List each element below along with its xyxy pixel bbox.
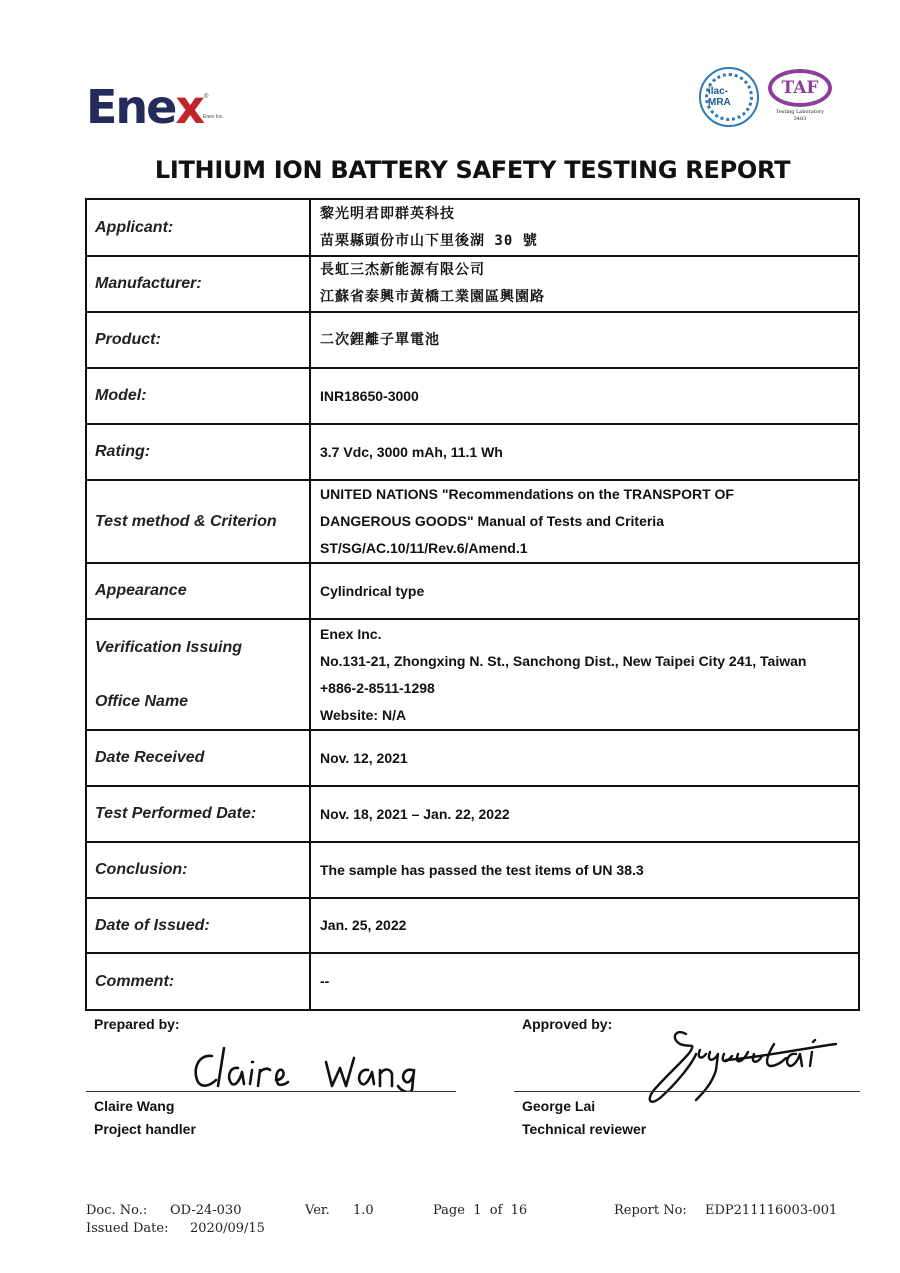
page-label: Page [433, 1203, 465, 1218]
row-date-received [86, 730, 859, 786]
prepared-signature-line [86, 1091, 456, 1092]
page-indicator [433, 1203, 527, 1218]
report-info-table [85, 198, 860, 1011]
label-appearance: Appearance [86, 563, 310, 619]
doc-no-value: OD-24-030 [170, 1203, 242, 1218]
label-date-received: Date Received [86, 730, 310, 786]
test-method-line-1: UNITED NATIONS "Recommendations on the TRANSPORT OF [320, 486, 734, 502]
row-rating [86, 424, 859, 480]
row-product [86, 312, 859, 368]
row-comment [86, 953, 859, 1010]
value-rating: 3.7 Vdc, 3000 mAh, 11.1 Wh [310, 424, 859, 480]
applicant-address: 苗栗縣頭份市山下里後湖 30 號 [320, 232, 538, 249]
value-product: 二次鋰離子單電池 [310, 312, 859, 368]
row-manufacturer [86, 256, 859, 312]
page-number: 1 [473, 1203, 482, 1218]
version-label: Ver. [305, 1203, 330, 1218]
prepared-signer [94, 1095, 196, 1141]
value-test-performed: Nov. 18, 2021 – Jan. 22, 2022 [310, 786, 859, 842]
report-title: LITHIUM ION BATTERY SAFETY TESTING REPORT [154, 156, 791, 184]
prepared-role: Project handler [94, 1121, 196, 1137]
taf-label: TAF [781, 78, 819, 98]
manufacturer-name: 長虹三杰新能源有限公司 [320, 262, 485, 278]
label-rating: Rating: [86, 424, 310, 480]
prepared-by-label: Prepared by: [94, 1016, 180, 1032]
row-model [86, 368, 859, 424]
logo-x-letter: x [175, 80, 204, 134]
label-verification-office [86, 619, 310, 730]
label-comment: Comment: [86, 953, 310, 1010]
label-date-issued: Date of Issued: [86, 898, 310, 953]
row-conclusion [86, 842, 859, 898]
label-applicant: Applicant: [86, 199, 310, 256]
label-manufacturer: Manufacturer: [86, 256, 310, 312]
value-date-issued: Jan. 25, 2022 [310, 898, 859, 953]
enex-logo [86, 80, 226, 134]
label-test-method: Test method & Criterion [86, 480, 310, 563]
prepared-name: Claire Wang [94, 1098, 175, 1114]
label-conclusion: Conclusion: [86, 842, 310, 898]
logo-subtext: Enex Inc. [203, 114, 224, 120]
value-date-received: Nov. 12, 2021 [310, 730, 859, 786]
label-test-performed: Test Performed Date: [86, 786, 310, 842]
label-product: Product: [86, 312, 310, 368]
row-appearance [86, 563, 859, 619]
office-phone: +886-2-8511-1298 [320, 679, 435, 696]
page-total: 16 [510, 1203, 528, 1218]
doc-no-label: Doc. No.: [86, 1203, 148, 1218]
row-test-method [86, 480, 859, 563]
manufacturer-address: 江蘇省泰興市黃橋工業園區興園路 [320, 289, 545, 305]
ilac-mra-logo [699, 67, 759, 127]
issued-date-value: 2020/09/15 [190, 1221, 265, 1236]
value-test-method [310, 480, 859, 563]
row-verification-office [86, 619, 859, 730]
office-company: Enex Inc. [320, 625, 382, 642]
approved-name: George Lai [522, 1098, 596, 1114]
report-no-value: EDP211116003-001 [705, 1203, 838, 1218]
ilac-label: ilac-MRA [708, 86, 731, 108]
approved-by-label: Approved by: [522, 1016, 613, 1032]
row-date-issued [86, 898, 859, 953]
value-model: INR18650-3000 [310, 368, 859, 424]
value-applicant [310, 199, 859, 256]
test-method-line-3: ST/SG/AC.10/11/Rev.6/Amend.1 [320, 540, 528, 556]
approved-signer [522, 1095, 646, 1141]
taf-lab-number: 3483 [793, 116, 807, 122]
row-applicant [86, 199, 859, 256]
label-model: Model: [86, 368, 310, 424]
approved-role: Technical reviewer [522, 1121, 647, 1137]
value-comment: -- [310, 953, 859, 1010]
logo-brand: Enex [86, 80, 204, 134]
report-no-label: Report No: [614, 1203, 687, 1218]
logo-registered-mark: ® [204, 94, 209, 100]
version-value: 1.0 [353, 1203, 374, 1218]
applicant-name: 黎光明君即群英科技 [320, 205, 455, 222]
office-website: Website: N/A [320, 706, 407, 723]
row-test-performed [86, 786, 859, 842]
label-verification-issuing: Verification Issuing [95, 639, 242, 656]
issued-date-label: Issued Date: [86, 1221, 169, 1236]
signature-george-lai [636, 1024, 846, 1108]
page-of-label: of [489, 1203, 503, 1218]
value-appearance: Cylindrical type [310, 563, 859, 619]
value-verification-office [310, 619, 859, 730]
taf-logo [768, 69, 832, 133]
test-method-line-2: DANGEROUS GOODS" Manual of Tests and Criteria [320, 513, 664, 529]
value-manufacturer [310, 256, 859, 312]
value-conclusion: The sample has passed the test items of UN 38.3 [310, 842, 859, 898]
approved-signature-line [514, 1091, 860, 1092]
label-office-name: Office Name [95, 693, 189, 710]
office-address: No.131-21, Zhongxing N. St., Sanchong Dist., New Taipei City 241, Taiwan [320, 652, 807, 669]
taf-lab-label: Testing Laboratory [775, 109, 825, 115]
signature-claire-wang [190, 1040, 430, 1092]
